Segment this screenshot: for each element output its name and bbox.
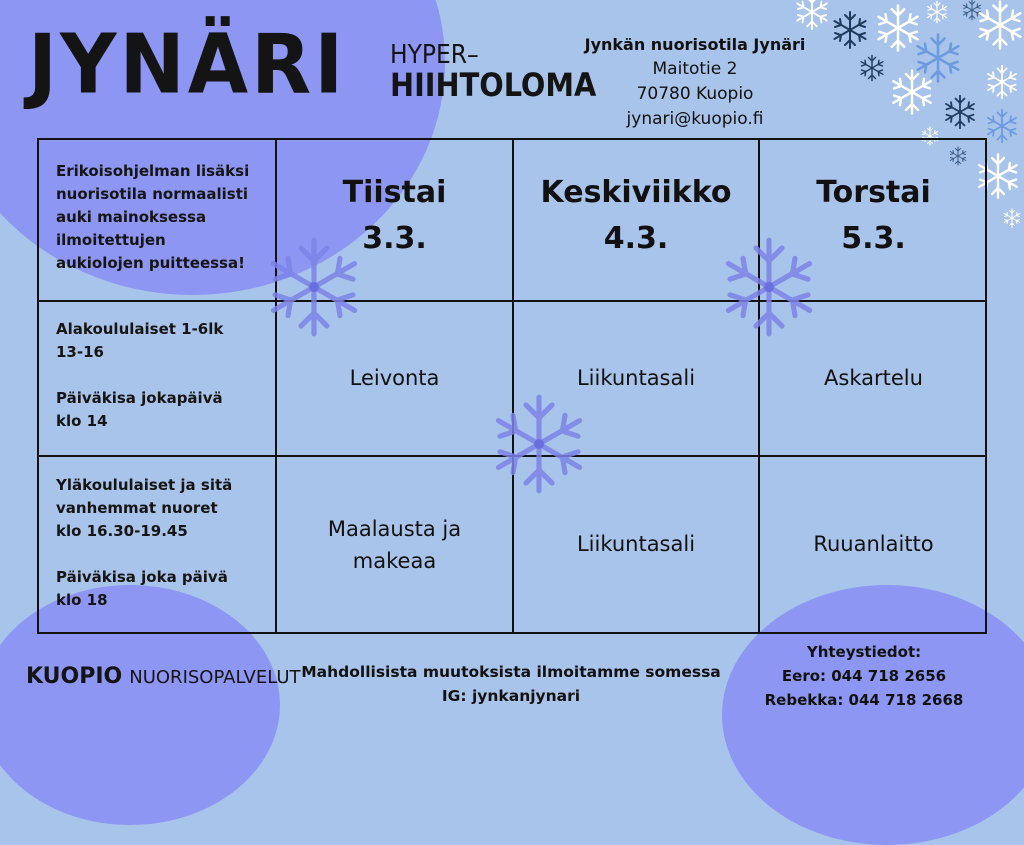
- venue-email: jynari@kuopio.fi: [626, 109, 764, 129]
- table-divider: [39, 300, 985, 302]
- row-label-line: Yläkoululaiset ja sitä: [56, 476, 233, 494]
- snowflake-icon: [487, 392, 591, 496]
- row-label-line: vanhemmat nuoret: [56, 499, 218, 517]
- logo: JYNÄRI: [28, 17, 347, 113]
- intro-line: auki mainoksessa: [56, 208, 207, 226]
- activity-cell: Leivonta: [349, 366, 440, 390]
- org-logo: [26, 664, 301, 689]
- org-logo-bold: KUOPIO: [26, 664, 123, 689]
- day-name: Torstai: [816, 175, 931, 210]
- venue-name: Jynkän nuorisotila Jynäri: [584, 35, 806, 54]
- intro-line: ilmoitettujen: [56, 231, 166, 249]
- contact-info: [748, 640, 980, 712]
- snowflake-icon: [717, 235, 821, 339]
- activity-line: Maalausta ja: [327, 517, 462, 541]
- row-label-line: klo 18: [56, 591, 108, 609]
- day-date: 4.3.: [603, 221, 669, 256]
- activity-cell: Ruuanlaitto: [813, 532, 934, 556]
- row-label-older: [56, 474, 271, 612]
- snowflake-icon: [262, 235, 366, 339]
- activity-cell: [277, 513, 512, 577]
- row-label-line: Päiväkisa jokapäivä: [56, 389, 223, 407]
- intro-line: aukiolojen puitteessa!: [56, 254, 245, 272]
- footer-notice: [276, 660, 746, 708]
- activity-cell: Askartelu: [824, 366, 923, 390]
- intro-note: [56, 160, 271, 275]
- venue-street: Maitotie 2: [652, 59, 738, 79]
- venue-info: [560, 32, 830, 132]
- row-label-line: klo 16.30-19.45: [56, 522, 188, 540]
- instagram-handle: IG: jynkanjynari: [441, 687, 581, 705]
- contacts-title: Yhteystiedot:: [806, 643, 922, 661]
- org-logo-rest: NUORISOPALVELUT: [129, 667, 301, 688]
- activity-cell: Liikuntasali: [576, 366, 696, 390]
- venue-city: 70780 Kuopio: [636, 84, 754, 104]
- schedule-table: [37, 138, 987, 634]
- event-title-line2: HIIHTOLOMA: [390, 66, 597, 104]
- row-label-line: Päiväkisa joka päivä: [56, 568, 228, 586]
- notice-line: Mahdollisista muutoksista ilmoitamme somessa: [301, 663, 721, 681]
- intro-line: Erikoisohjelman lisäksi: [56, 162, 250, 180]
- day-date: 5.3.: [841, 221, 906, 256]
- activity-cell: Liikuntasali: [576, 532, 696, 556]
- day-date: 3.3.: [362, 221, 427, 256]
- day-name: Tiistai: [342, 175, 447, 210]
- row-label-line: klo 14: [56, 412, 108, 430]
- intro-line: nuorisotila normaalisti: [56, 185, 249, 203]
- contact-phone: Rebekka: 044 718 2668: [764, 691, 964, 709]
- snowflake-icon: [797, 0, 827, 29]
- event-title-line1: HYPER–: [390, 40, 479, 70]
- row-label-line: Alakoululaiset 1-6lk: [56, 320, 224, 338]
- row-label-line: 13-16: [56, 343, 104, 361]
- row-label-younger: [56, 318, 271, 433]
- day-name: Keskiviikko: [540, 175, 732, 210]
- contact-phone: Eero: 044 718 2656: [781, 667, 947, 685]
- activity-line: makeaa: [352, 549, 437, 573]
